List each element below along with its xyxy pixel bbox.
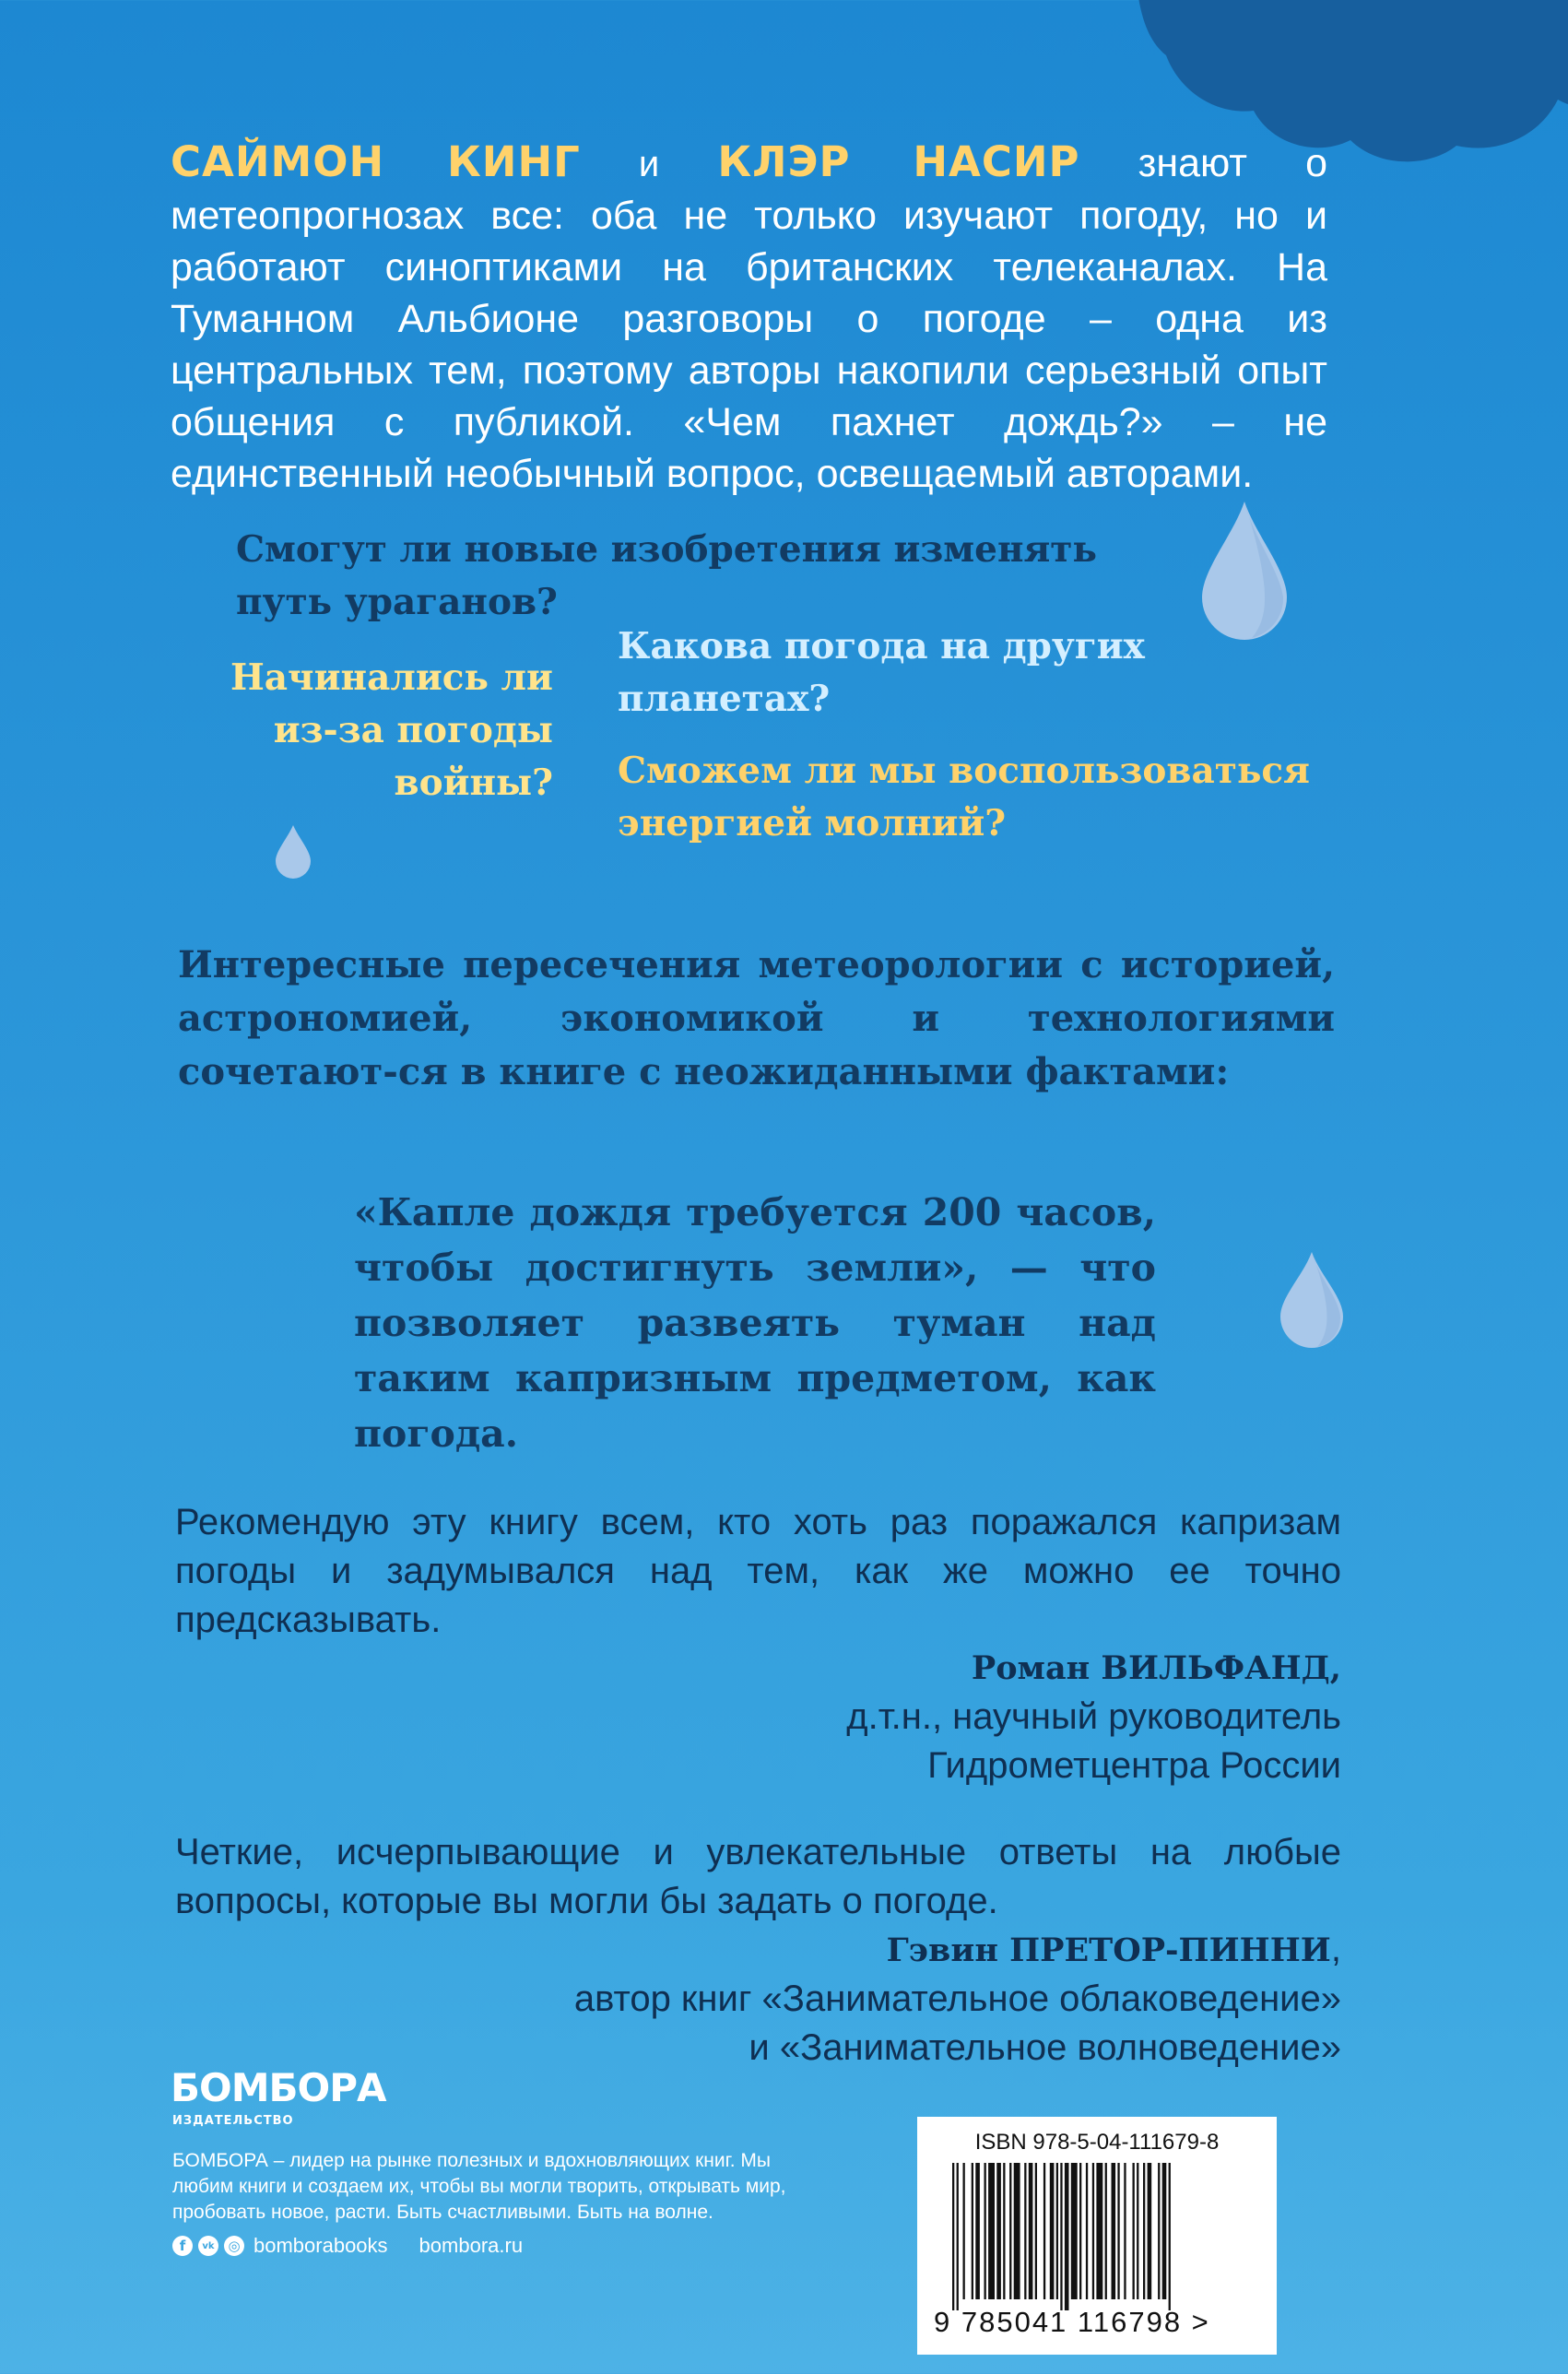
barcode-bar: [1065, 2163, 1069, 2310]
review-1-title-line-1: д.т.н., научный руководитель: [846, 1696, 1341, 1737]
instagram-icon[interactable]: ◎: [224, 2236, 244, 2256]
question-planets: Какова погода на других планетах?: [618, 625, 1145, 720]
barcode-bar: [1035, 2163, 1037, 2299]
isbn-number: ISBN 978-5-04-111679-8: [974, 2130, 1220, 2155]
barcode-bar: [1050, 2163, 1055, 2299]
barcode-bar: [975, 2163, 980, 2299]
barcode-bar: [1060, 2163, 1062, 2310]
water-drop-icon: [1276, 1249, 1348, 1351]
barcode-bar: [1143, 2163, 1145, 2299]
publisher-logo: БОМБОРА: [171, 2065, 386, 2110]
barcode-bar: [957, 2163, 959, 2310]
question-hurricanes: Смогут ли новые изобретения изменять путь ураганов?: [236, 528, 1097, 623]
barcode-bar: [1148, 2163, 1152, 2299]
barcode-panel: [917, 2117, 1277, 2355]
review-1-signature: [645, 1644, 1341, 1790]
review-2-title-line-2: и «Занимательное волноведение»: [749, 2027, 1341, 2068]
water-drop-icon: [273, 823, 313, 879]
barcode-bar: [972, 2163, 973, 2299]
barcode-bar: [1079, 2163, 1081, 2299]
vk-icon[interactable]: vk: [198, 2236, 218, 2256]
review-2-text: Четкие, исчерпывающие и увлекательные ответы на любые вопросы, которые вы могли бы задать о погоде.: [175, 1832, 1341, 1921]
facebook-icon[interactable]: f: [172, 2236, 193, 2256]
barcode-bar: [1003, 2163, 1005, 2299]
barcode-bar: [1117, 2163, 1119, 2299]
facts-paragraph: Интересные пересечения метеорологии с историей, астрономией, экономикой и технологиями сочетают-ся в книге с неожиданными фактами:: [178, 943, 1335, 1093]
review-1-title-line-2: Гидрометцентра России: [927, 1745, 1341, 1786]
review-2-name: Гэвин ПРЕТОР-ПИННИ: [886, 1931, 1331, 1969]
author-1-name: САЙМОН КИНГ: [171, 137, 581, 186]
question-lightning: Сможем ли мы воспользоваться энергией молний?: [618, 750, 1310, 844]
barcode-bar: [988, 2163, 995, 2299]
conjunction: и: [638, 144, 660, 184]
barcode-bar: [1162, 2163, 1167, 2299]
barcode-bar: [1096, 2163, 1102, 2299]
raindrop-quote: «Капле дождя требуется 200 часов, чтобы достигнуть земли», — что позволяет развеять туман над таким капризным предметом, как погода.: [354, 1190, 1156, 1456]
website-link[interactable]: bombora.ru: [419, 2234, 524, 2257]
review-2-name-suffix: ,: [1330, 1929, 1341, 1969]
barcode-bar: [952, 2163, 954, 2310]
barcode-bar: [1133, 2163, 1135, 2299]
barcode-bar: [1137, 2163, 1138, 2299]
barcode-image: [952, 2163, 1247, 2310]
intro-paragraph: [171, 136, 1327, 500]
barcode-bar: [1086, 2163, 1088, 2299]
barcode-bar: [1092, 2163, 1094, 2299]
barcode-bar: [1043, 2163, 1045, 2299]
barcode-bar: [1158, 2163, 1160, 2299]
review-2-signature: [419, 1925, 1341, 2073]
publisher-description: БОМБОРА – лидер на рынке полезных и вдохновляющих книг. Мы любим книги и создаем их, чтобы вы могли творить, открывать мир, пробовать новое, расти. Быть счастливыми. Быть на волне.: [172, 2150, 786, 2223]
barcode-bar: [1071, 2163, 1078, 2299]
barcode-digits: 9 785041 116798 >: [934, 2306, 1210, 2338]
social-handle[interactable]: bomborabooks: [253, 2234, 388, 2257]
barcode-bar: [1056, 2163, 1058, 2299]
barcode-bar: [1024, 2163, 1026, 2299]
question-wars: Начинались ли из-за погоды войны?: [230, 656, 553, 804]
review-2-title-line-1: автор книг «Занимательное облаковедение»: [573, 1978, 1341, 2019]
review-1-name: Роман ВИЛЬФАНД,: [971, 1649, 1341, 1687]
barcode-bar: [1029, 2163, 1033, 2299]
barcode-bar: [996, 2163, 1001, 2299]
publisher-logo-subtitle: ИЗДАТЕЛЬСТВО: [172, 2114, 294, 2128]
publisher-social-links: [172, 2234, 523, 2258]
barcode-bar: [963, 2163, 965, 2299]
barcode-bar: [1009, 2163, 1011, 2299]
barcode-bar: [1124, 2163, 1126, 2299]
barcode-bar: [1105, 2163, 1107, 2299]
intro-text: знают о метеопрогнозах все: оба не только изучают погоду, но и работают синоптиками на британских телеканалах. На Туманном Альбионе разговоры о погоде – одна из центральных тем, поэтому авторы накопили серьезный опыт общения с публикой. «Чем пахнет дождь?» – не единственный необычный вопрос, освещаемый авторами.: [171, 141, 1328, 496]
barcode-bar: [1014, 2163, 1020, 2299]
barcode-bar: [1112, 2163, 1116, 2299]
review-1-text: Рекомендую эту книгу всем, кто хоть раз поражался капризам погоды и задумывался над тем, как же можно ее точно предсказывать.: [175, 1502, 1341, 1640]
author-2-name: КЛЭР НАСИР: [717, 137, 1080, 186]
barcode-bar: [984, 2163, 986, 2299]
barcode-bar: [1169, 2163, 1171, 2310]
